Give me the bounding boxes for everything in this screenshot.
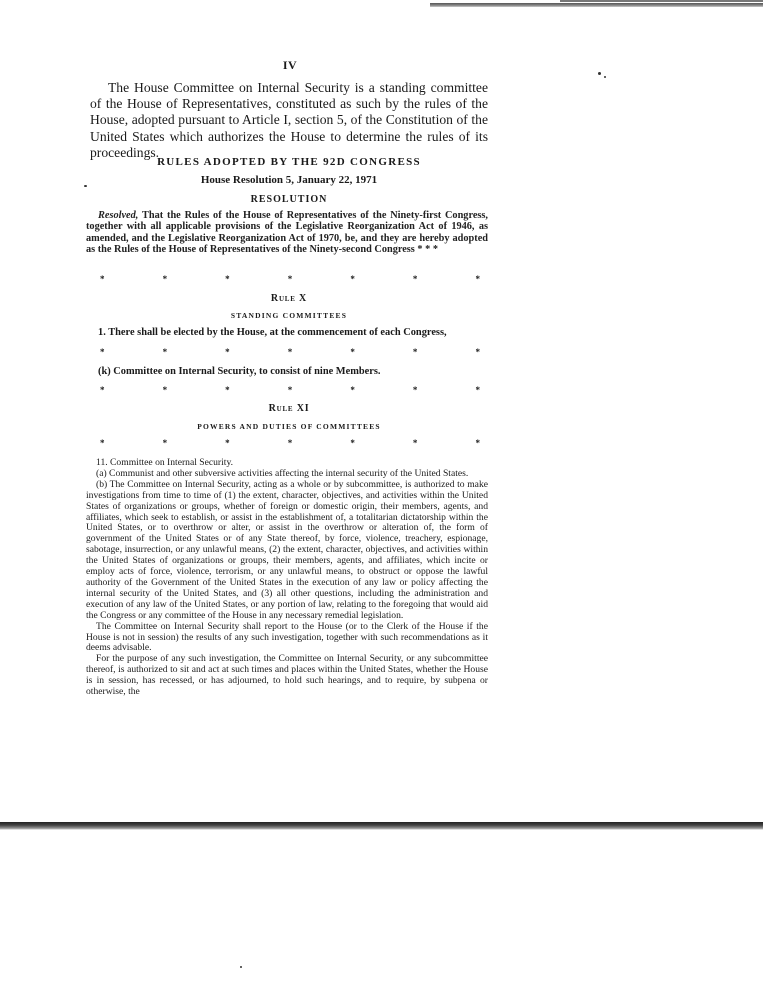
star: * <box>100 438 105 448</box>
paragraph-a: (a) Communist and other subversive activities affecting the internal security of the United States. <box>96 467 469 479</box>
star: * <box>162 438 168 448</box>
rule-xi-title: Rule XI <box>268 403 310 414</box>
paragraph-purpose: For the purpose of any such investigation, the Committee on Internal Security, or any subcommittee thereof, is authorized to sit and act at such times and places within the United States, whether the House is in session, has recessed, or has adjourned, to hold such hearings, and to require, by subpena or otherwise, the <box>86 653 488 698</box>
star: * <box>287 347 293 357</box>
rules-heading: RULES ADOPTED BY THE 92D CONGRESS <box>157 156 421 168</box>
star: * <box>475 347 480 357</box>
scan-speck <box>240 966 242 968</box>
rule-xi-body <box>86 458 488 698</box>
star: * <box>225 274 230 284</box>
rule-x-title: Rule X <box>270 293 308 304</box>
ellipsis-stars <box>100 347 480 357</box>
star: * <box>287 438 293 448</box>
star: * <box>350 438 355 448</box>
resolution-lead: Resolved, <box>98 210 139 221</box>
paragraph-report: The Committee on Internal Security shall report to the House (or to the Clerk of the House if the House is not in session) the results of any such investigation, together with such recommendations as it deems advisable. <box>86 620 488 654</box>
star: * <box>412 274 418 284</box>
star: * <box>287 274 293 284</box>
star: * <box>100 385 105 395</box>
scan-speck <box>598 72 601 75</box>
star: * <box>412 385 418 395</box>
resolution-id: House Resolution 5, January 22, 1971 <box>200 174 378 186</box>
star: * <box>100 347 105 357</box>
resolution-text <box>86 210 488 256</box>
star: * <box>100 274 105 284</box>
star: * <box>475 274 480 284</box>
star: * <box>225 438 230 448</box>
resolution-body: That the Rules of the House of Representatives of the Ninety-first Congress, together with all applicable provisions of the Legislative Reorganization Act of 1946, as amended, and the Legislative Reorganization Act of 1970, be, and they are hereby adopted as the Rules of the House of Representatives of the Ninety-second Congress * * * <box>86 210 488 256</box>
star: * <box>225 347 230 357</box>
star: * <box>475 438 480 448</box>
intro-paragraph: The House Committee on Internal Security is a standing committee of the House of Representatives, constituted as such by the rules of the House, adopted pursuant to Article I, section 5, of the Constitution of the United States which authorizes the House to determine the rules of its proceedings. <box>90 80 488 160</box>
scan-speck <box>84 185 87 187</box>
star: * <box>162 385 168 395</box>
paragraph-b: (b) The Committee on Internal Security, acting as a whole or by subcommittee, is authorized to make investigations from time to time of (1) the extent, character, objectives, and activities within the United States of organizations or groups, whether of foreign or domestic origin, their members, agents, and affiliates, which seek to establish, or assist in the establishment of, a totalitarian dictatorship within the United States, or to overthrow or alter, or assist in the overthrow or alteration of, the form of government of the United States or of any State thereof, by force, violence, treachery, espionage, sabotage, insurrection, or any unlawful means, (2) the extent, character, objectives, and activities within the United States of organizations or groups, their members, agents, and affiliates, which incite or employ acts of force, violence, terrorism, or any unlawful means, to obstruct or oppose the lawful authority of the Government of the United States in the execution of any law or policy affecting the internal security of the United States, and (3) all other questions, including the administration and execution of any law of the United States, or any portion of law, relating to the foregoing that would aid the Congress or any committee of the House in any necessary remedial legislation. <box>86 478 488 621</box>
star: * <box>350 347 355 357</box>
paragraph-11: 11. Committee on Internal Security. <box>96 457 234 468</box>
rule-x-heading: STANDING COMMITTEES <box>230 311 348 320</box>
star: * <box>162 274 168 284</box>
star: * <box>225 385 230 395</box>
star: * <box>412 347 418 357</box>
ellipsis-stars <box>100 438 480 448</box>
page-number: IV <box>282 58 298 72</box>
scan-edge-top-shadow <box>430 3 763 7</box>
rule-x-clause-1: 1. There shall be elected by the House, at the commencement of each Congress, <box>98 327 447 338</box>
scan-speck <box>604 76 606 78</box>
ellipsis-stars <box>100 274 480 284</box>
star: * <box>350 385 355 395</box>
rule-xi-heading: POWERS AND DUTIES OF COMMITTEES <box>197 422 381 431</box>
star: * <box>475 385 480 395</box>
scan-edge-bottom <box>0 822 763 830</box>
star: * <box>162 347 168 357</box>
star: * <box>350 274 355 284</box>
star: * <box>287 385 293 395</box>
scan-edge-top <box>560 0 763 2</box>
resolution-label: RESOLUTION <box>250 194 328 205</box>
rule-x-clause-k: (k) Committee on Internal Security, to consist of nine Members. <box>98 366 381 377</box>
ellipsis-stars <box>100 385 480 395</box>
star: * <box>412 438 418 448</box>
